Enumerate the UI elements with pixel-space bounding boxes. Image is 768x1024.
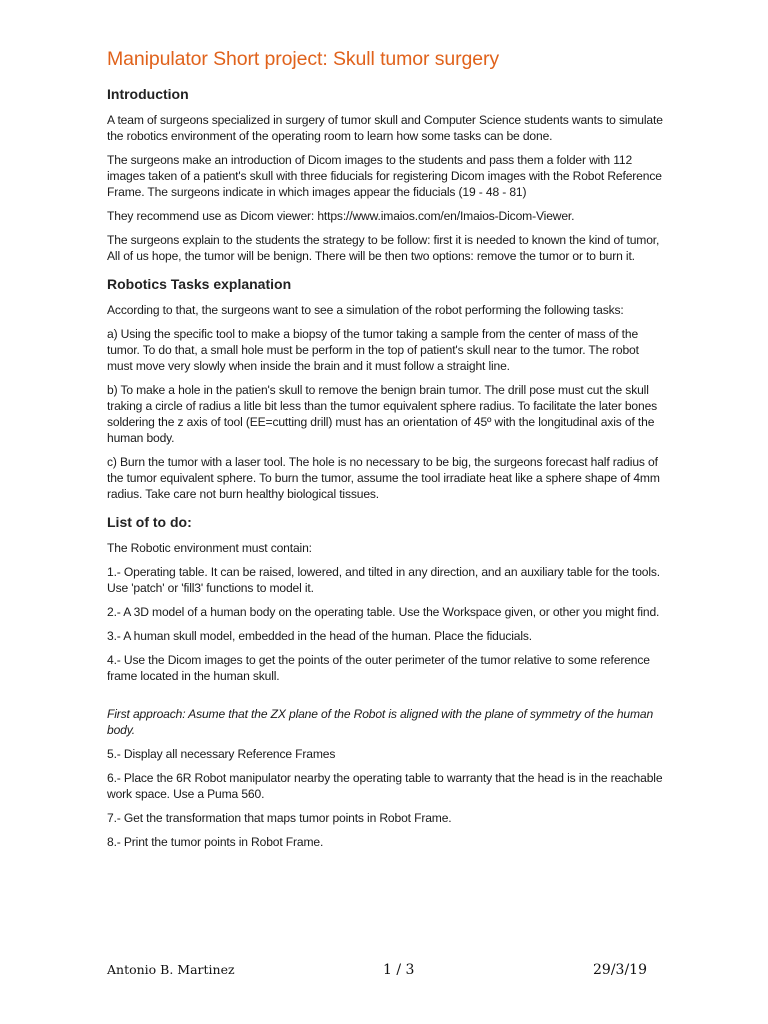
intro-paragraph: A team of surgeons specialized in surgery of tumor skull and Computer Science students wants to simulate the robotics environment of the operating room to learn how some tasks can be done. — [107, 113, 663, 144]
page-footer — [107, 962, 647, 982]
todo-item: 7.- Get the transformation that maps tumor points in Robot Frame. — [107, 810, 452, 825]
tasks-paragraph: According to that, the surgeons want to see a simulation of the robot performing the following tasks: — [107, 302, 624, 317]
tasks-paragraph: c) Burn the tumor with a laser tool. The hole is no necessary to be big, the surgeons forecast half radius of the tumor equivalent sphere. To burn the tumor, assume the tool irradiate heat like a sphere shape of 4mm radius. Take care not burn healthy biological tissues. — [107, 454, 660, 501]
todo-item: 3.- A human skull model, embedded in the head of the human. Place the fiducials. — [107, 628, 532, 643]
footer-date: 29/3/19 — [593, 962, 647, 978]
section-heading-todo: List of to do: — [107, 513, 192, 530]
todo-item: 4.- Use the Dicom images to get the points of the outer perimeter of the tumor relative to some reference frame located in the human skull. — [107, 652, 650, 683]
document-page — [107, 48, 667, 858]
approach-note: First approach: Asume that the ZX plane of the Robot is aligned with the plane of symmetry of the human body. — [107, 706, 654, 737]
todo-item: 2.- A 3D model of a human body on the operating table. Use the Workspace given, or other you might find. — [107, 604, 660, 619]
todo-item: 6.- Place the 6R Robot manipulator nearby the operating table to warranty that the head is in the reachable work space. Use a Puma 560. — [107, 770, 663, 801]
tasks-paragraph: a) Using the specific tool to make a biopsy of the tumor taking a sample from the center of mass of the tumor. To do that, a small hole must be perform in the top of patient's skull near to the tumor. The robot must move very slowly when inside the brain and it must follow a straight line. — [107, 326, 639, 373]
intro-paragraph: They recommend use as Dicom viewer: https://www.imaios.com/en/Imaios-Dicom-Viewer. — [107, 209, 575, 224]
section-heading-robotics-tasks: Robotics Tasks explanation — [107, 276, 292, 293]
footer-author: Antonio B. Martinez — [107, 962, 235, 977]
intro-paragraph: The surgeons explain to the students the strategy to be follow: first it is needed to known the kind of tumor, All of us hope, the tumor will be benign. There will be then two options: remove the tumor or to burn it. — [107, 233, 660, 264]
footer-page-number: 1 / 3 — [383, 962, 415, 978]
section-heading-introduction: Introduction — [107, 86, 189, 103]
todo-intro: The Robotic environment must contain: — [107, 540, 312, 555]
intro-paragraph: The surgeons make an introduction of Dicom images to the students and pass them a folder with 112 images taken of a patient's skull with three fiducials for registering Dicom images with the Robot Reference Frame. The surgeons indicate in which images appear the fiducials (19 - 48 - 81) — [107, 153, 662, 200]
todo-item: 1.- Operating table. It can be raised, lowered, and tilted in any direction, and an auxiliary table for the tools. Use 'patch' or 'fill3' functions to model it. — [107, 564, 660, 595]
document-title: Manipulator Short project: Skull tumor surgery — [107, 48, 500, 70]
todo-item: 8.- Print the tumor points in Robot Frame. — [107, 834, 324, 849]
tasks-paragraph: b) To make a hole in the patien's skull to remove the benign brain tumor. The drill pose must cut the skull traking a circle of radius a litle bit less than the tumor equivalent sphere radius. To facilitate the later bones soldering the z axis of tool (EE=cutting drill) must has an orientation of 45º with the longitudinal axis of the human body. — [107, 382, 658, 445]
todo-item: 5.- Display all necessary Reference Frames — [107, 746, 336, 761]
